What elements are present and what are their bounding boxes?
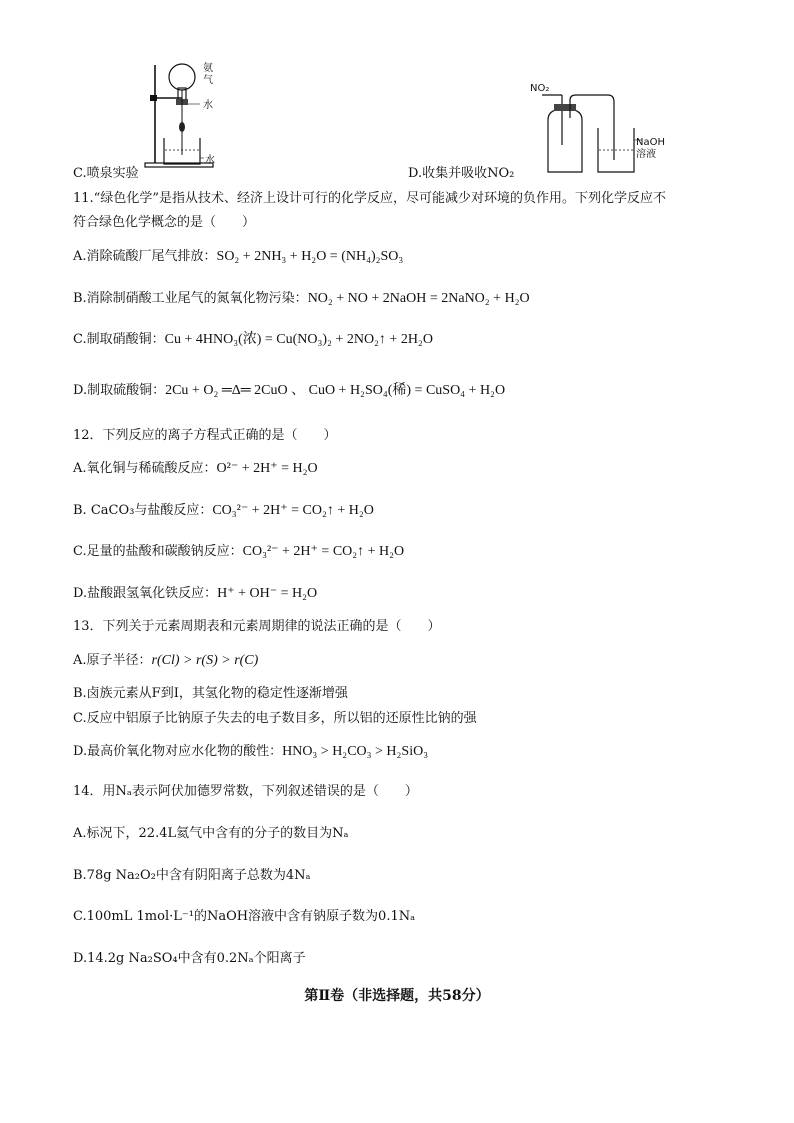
q11-option-a: A.消除硫酸厂尾气排放：SO₂ + 2NH₃ + H₂O = (NH₄)₂SO₃ <box>73 249 404 264</box>
q12-stem: 12．下列反应的离子方程式正确的是（ ） <box>73 428 337 443</box>
ammonia-label: 氨气 <box>203 63 213 86</box>
q12-option-d: D.盐酸跟氢氧化铁反应：H⁺ + OH⁻ = H₂O <box>73 586 318 601</box>
option-c-fountain: C.喷泉实验 <box>73 166 139 181</box>
q14-option-d: D.14.2g Na₂SO₄中含有0.2Nₐ个阳离子 <box>73 951 306 966</box>
gas-bottle <box>548 110 582 172</box>
water-label-bottom: 水 <box>205 155 215 166</box>
q11-option-b: B.消除制硝酸工业尾气的氮氧化物污染：NO₂ + NO + 2NaOH = 2NaNO₂ + H₂O <box>73 291 530 306</box>
round-flask <box>169 64 195 90</box>
q14-stem: 14．用Nₐ表示阿伏加德罗常数，下列叙述错误的是（ ） <box>73 784 418 799</box>
q13-stem: 13．下列关于元素周期表和元素周期律的说法正确的是（ ） <box>73 619 441 634</box>
q11-stem: 11.“绿色化学”是指从技术、经济上设计可行的化学反应，尽可能减少对环境的负作用。下列化学反应不 <box>73 191 666 206</box>
q14-option-c: C.100mL 1mol·L⁻¹的NaOH溶液中含有钠原子数为0.1Nₐ <box>73 909 416 924</box>
q12-option-b: B. CaCO₃与盐酸反应：CO₃²⁻ + 2H⁺ = CO₂↑ + H₂O <box>73 503 374 518</box>
q13-option-c: C.反应中铝原子比钠原子失去的电子数目多，所以铝的还原性比钠的强 <box>73 711 477 726</box>
q11-option-d: D.制取硫酸铜：2Cu + O₂ ═Δ═ 2CuO 、 CuO + H₂SO₄(稀) = CuSO₄ + H₂O <box>73 383 506 398</box>
fountain-apparatus-figure <box>140 60 230 170</box>
q14-option-a: A.标况下，22.4L氦气中含有的分子的数目为Nₐ <box>73 826 349 841</box>
naoh-solution-label: NaOH溶液 <box>636 137 665 160</box>
clamp-block <box>150 95 157 101</box>
q11-stem-cont: 符合绿色化学概念的是（ ） <box>73 215 256 230</box>
q14-option-b: B.78g Na₂O₂中含有阴阳离子总数为4Nₐ <box>73 868 311 883</box>
bottle-stopper <box>554 104 576 111</box>
q12-option-a: A.氧化铜与稀硫酸反应：O²⁻ + 2H⁺ = H₂O <box>73 461 318 476</box>
no2-gas-label: NO₂ <box>530 83 550 94</box>
q13-option-d: D.最高价氧化物对应水化物的酸性：HNO₃ > H₂CO₃ > H₂SiO₃ <box>73 744 429 759</box>
water-label-top: 水 <box>203 100 213 111</box>
section-ii-title: 第Ⅱ卷（非选择题，共58分） <box>304 988 490 1004</box>
q12-option-c: C.足量的盐酸和碳酸钠反应：CO₃²⁻ + 2H⁺ = CO₂↑ + H₂O <box>73 544 405 559</box>
q11-option-c: C.制取硝酸铜：Cu + 4HNO₃(浓) = Cu(NO₃)₂ + 2NO₂↑ + 2H₂O <box>73 332 433 347</box>
rubber-bulb <box>179 122 185 132</box>
option-d-collect: D.收集并吸收NO₂ <box>408 166 515 181</box>
q13-option-a: A.原子半径：r(Cl) > r(S) > r(C) <box>73 653 259 668</box>
q13-option-b: B.卤族元素从F到I，其氢化物的稳定性逐渐增强 <box>73 686 348 701</box>
